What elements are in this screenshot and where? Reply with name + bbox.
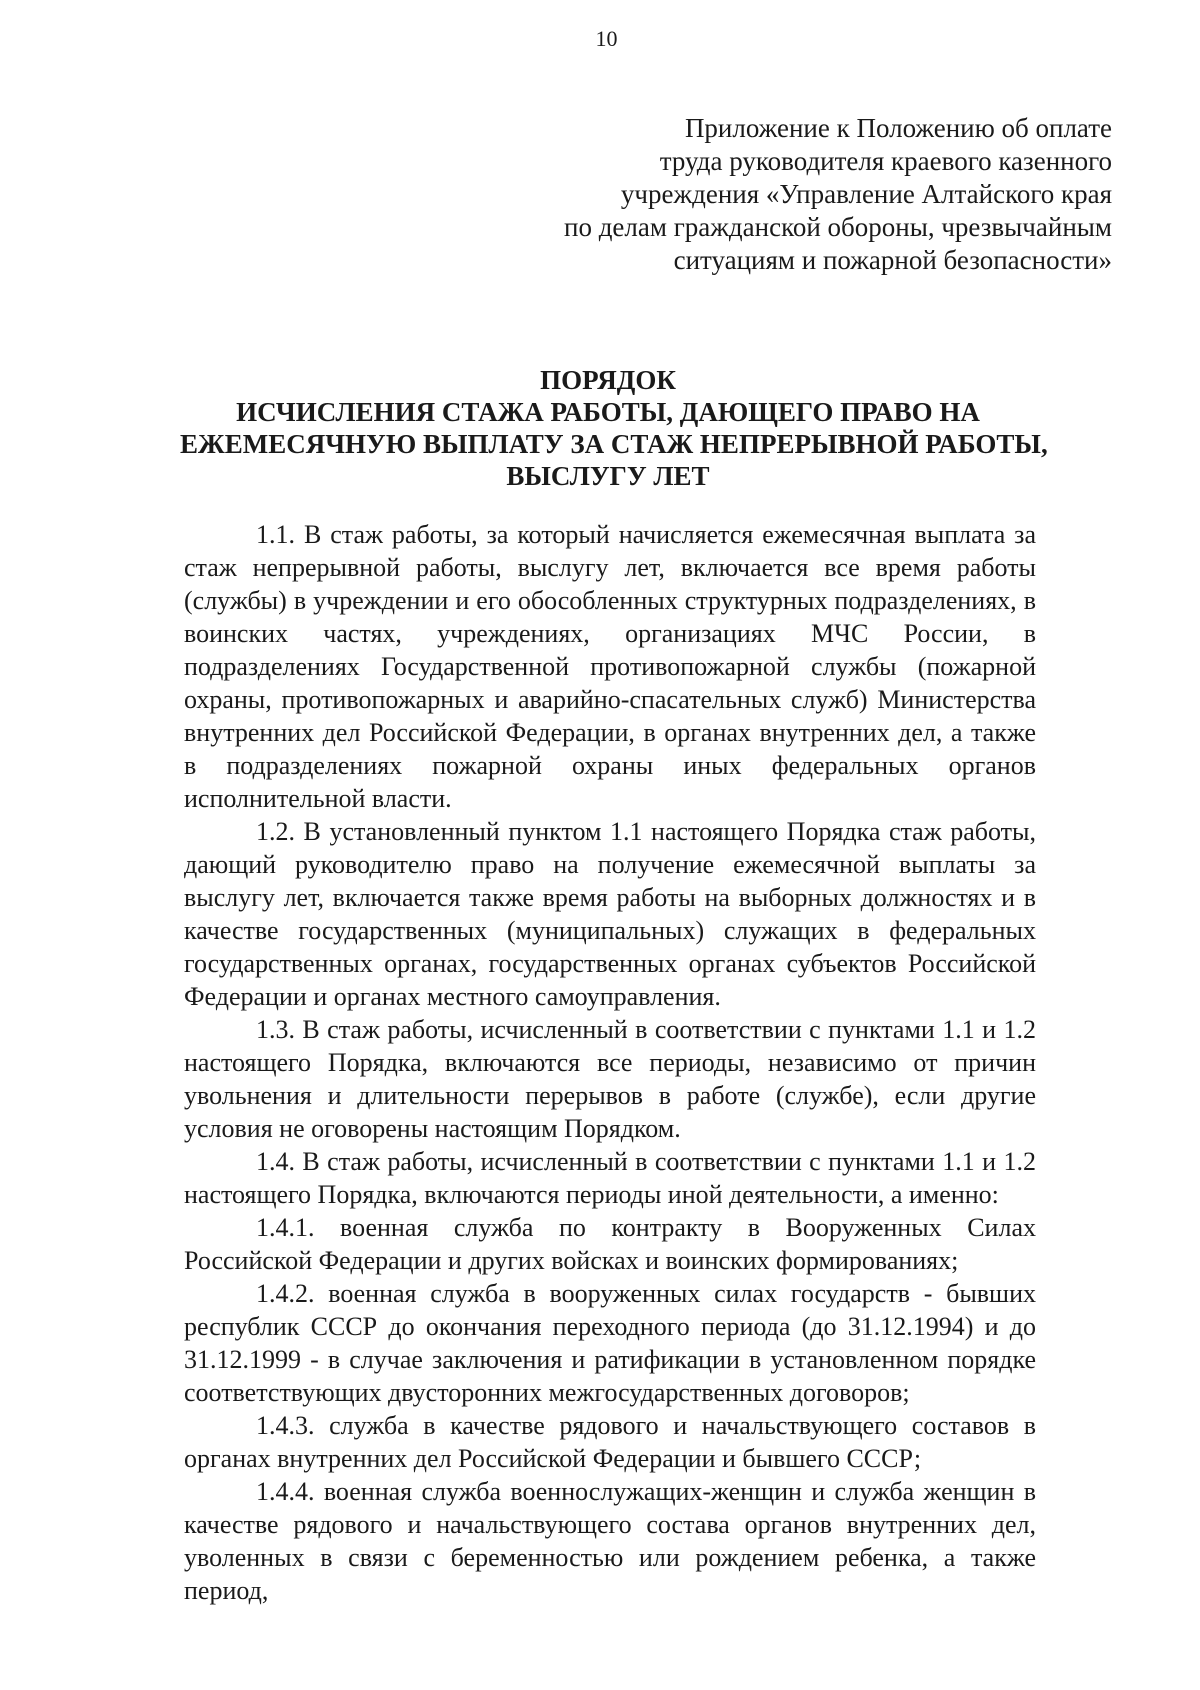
appendix-line: ситуациям и пожарной безопасности» [673, 245, 1112, 275]
paragraph-1-4-1: 1.4.1. военная служба по контракту в Вооруженных Силах Российской Федерации и других войсках и воинских формированиях; [184, 1213, 1036, 1275]
title-line: ПОРЯДОК [540, 365, 676, 395]
paragraph-1-2: 1.2. В установленный пунктом 1.1 настоящего Порядка стаж работы, дающий руководителю право на получение ежемесячной выплаты за выслугу лет, включается также время работы на выборных должностях и в качестве государственных (муниципальных) служащих в федеральных государственных органах, государственных органах субъектов Российской Федерации и органах местного самоуправления. [184, 817, 1036, 1011]
paragraph-1-4-4: 1.4.4. военная служба военнослужащих-женщин и служба женщин в качестве рядового и начальствующего состава органов внутренних дел, уволенных в связи с беременностью или рождением ребенка, а также период, [184, 1477, 1036, 1605]
appendix-line: по делам гражданской обороны, чрезвычайным [564, 212, 1112, 242]
paragraph-1-4-3: 1.4.3. служба в качестве рядового и начальствующего составов в органах внутренних дел Российской Федерации и бывшего СССР; [184, 1411, 1036, 1473]
title-line: ЕЖЕМЕСЯЧНУЮ ВЫПЛАТУ ЗА СТАЖ НЕПРЕРЫВНОЙ РАБОТЫ, [180, 429, 1048, 459]
paragraph-1-3: 1.3. В стаж работы, исчисленный в соответствии с пунктами 1.1 и 1.2 настоящего Порядка, включаются все периоды, независимо от причин увольнения и длительности перерывов в работе (службе), если другие условия не оговорены настоящим Порядком. [184, 1015, 1036, 1143]
document-body [184, 518, 1036, 1607]
paragraph-1-4: 1.4. В стаж работы, исчисленный в соответствии с пунктами 1.1 и 1.2 настоящего Порядка, включаются периоды иной деятельности, а именно: [184, 1147, 1036, 1209]
title-line: ИСЧИСЛЕНИЯ СТАЖА РАБОТЫ, ДАЮЩЕГО ПРАВО НА [236, 397, 980, 427]
paragraph-1-1: 1.1. В стаж работы, за который начисляется ежемесячная выплата за стаж непрерывной работы, выслугу лет, включается все время работы (службы) в учреждении и его обособленных структурных подразделениях, в воинских частях, учреждениях, организациях МЧС России, в подразделениях Государственной противопожарной службы (пожарной охраны, противопожарных и аварийно-спасательных служб) Министерства внутренних дел Российской Федерации, в органах внутренних дел, а также в подразделениях пожарной охраны иных федеральных органов исполнительной власти. [184, 520, 1036, 813]
document-title [180, 364, 1048, 492]
title-line: ВЫСЛУГУ ЛЕТ [506, 461, 710, 491]
appendix-line: учреждения «Управление Алтайского края [620, 179, 1112, 209]
page-number: 10 [595, 26, 618, 51]
paragraph-1-4-2: 1.4.2. военная служба в вооруженных силах государств - бывших республик СССР до окончания переходного периода (до 31.12.1994) и до 31.12.1999 - в случае заключения и ратификации в установленном порядке соответствующих двусторонних межгосударственных договоров; [184, 1279, 1036, 1407]
appendix-line: труда руководителя краевого казенного [659, 146, 1112, 176]
appendix-note [492, 112, 1112, 277]
appendix-line: Приложение к Положению об оплате [684, 113, 1112, 143]
